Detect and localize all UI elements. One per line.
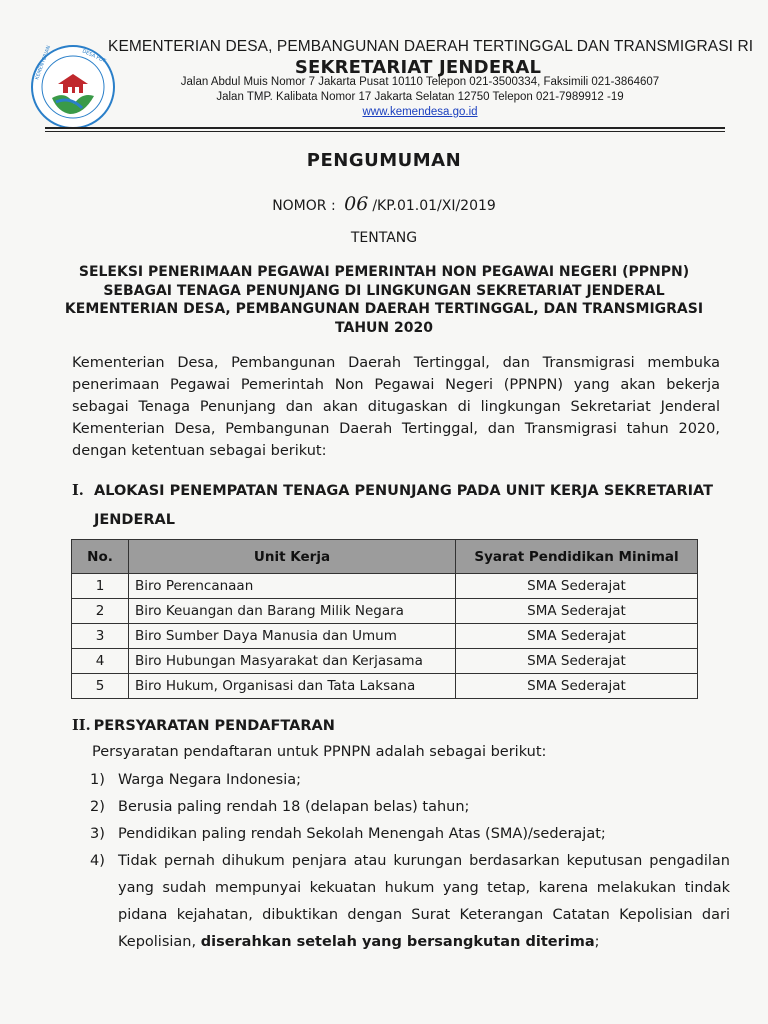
header-rule-thin	[45, 131, 725, 132]
row-unit: Biro Hubungan Masyarakat dan Kerjasama	[129, 649, 456, 674]
number-handwritten: 06	[344, 193, 369, 215]
row-no: 3	[72, 624, 129, 649]
list-item-number: 2)	[90, 799, 105, 815]
website-link[interactable]: www.kemendesa.go.id	[362, 106, 478, 118]
list-item	[90, 767, 730, 794]
row-education: SMA Sederajat	[456, 674, 698, 699]
allocation-table	[71, 539, 698, 699]
about-label: TENTANG	[350, 230, 418, 246]
list-item-text: Berusia paling rendah 18 (delapan belas) tahun;	[118, 799, 470, 815]
row-unit: Biro Keuangan dan Barang Milik Negara	[129, 599, 456, 624]
address-line-2: Jalan TMP. Kalibata Nomor 17 Jakarta Selatan 12750 Telepon 021-7989912 -19	[216, 91, 624, 103]
row-unit: Biro Perencanaan	[129, 574, 456, 599]
intro-paragraph: Kementerian Desa, Pembangunan Daerah Tertinggal, dan Transmigrasi membuka penerimaan Pegawai Pemerintah Non Pegawai Negeri (PPNPN) yang akan bekerja sebagai Tenaga Penunjang dan akan ditugaskan di lingkungan Sekretariat Jenderal Kementerian Desa, Pembangunan Daerah Tertinggal, dan Transmigrasi tahun 2020, dengan ketentuan sebagai berikut:	[72, 355, 720, 459]
list-item-number: 1)	[90, 772, 105, 788]
list-item-number: 3)	[90, 826, 105, 842]
row-education: SMA Sederajat	[456, 649, 698, 674]
section-2-heading	[72, 717, 335, 734]
list-item-end: ;	[594, 934, 600, 950]
table-row	[72, 649, 698, 674]
row-no: 2	[72, 599, 129, 624]
list-item-text-block	[118, 848, 730, 956]
unit-name: SEKRETARIAT JENDERAL	[294, 57, 542, 78]
list-item-number: 4)	[90, 853, 105, 869]
number-label: NOMOR :	[272, 198, 336, 214]
column-header-education: Syarat Pendidikan Minimal	[456, 540, 698, 574]
subject-line: TAHUN 2020	[335, 319, 433, 336]
list-item	[90, 821, 730, 848]
ministry-logo	[30, 44, 116, 130]
row-no: 1	[72, 574, 129, 599]
subject-line: SELEKSI PENERIMAAN PEGAWAI PEMERINTAH NON PEGAWAI NEGERI (PPNPN)	[78, 264, 690, 280]
row-unit: Biro Hukum, Organisasi dan Tata Laksana	[129, 674, 456, 699]
row-education: SMA Sederajat	[456, 599, 698, 624]
list-item-emphasis: diserahkan setelah yang bersangkutan diterima	[200, 934, 595, 950]
list-item-text: Warga Negara Indonesia;	[118, 772, 302, 788]
table-row	[72, 624, 698, 649]
table-row	[72, 674, 698, 699]
row-education: SMA Sederajat	[456, 574, 698, 599]
header-rule	[45, 127, 725, 129]
row-education: SMA Sederajat	[456, 624, 698, 649]
document-title: PENGUMUMAN	[306, 150, 462, 171]
number-suffix: /KP.01.01/XI/2019	[372, 198, 496, 214]
row-no: 5	[72, 674, 129, 699]
address-line-1: Jalan Abdul Muis Nomor 7 Jakarta Pusat 10110 Telepon 021-3500334, Faksimili 021-3864607	[180, 76, 660, 88]
list-item-text: Pendidikan paling rendah Sekolah Menengah Atas (SMA)/sederajat;	[118, 826, 606, 842]
subject-line: SEBAGAI TENAGA PENUNJANG DI LINGKUNGAN SEKRETARIAT JENDERAL	[103, 282, 665, 299]
table-row	[72, 599, 698, 624]
list-item	[90, 794, 730, 821]
svg-text:DESA PDT: DESA PDT	[81, 48, 107, 65]
list-item-text: Tidak pernah dihukum penjara atau kurungan berdasarkan keputusan pengadilan yang sudah mempunyai kekuatan hukum yang tetap, karena melakukan tindak pidana kejahatan, dibuktikan dengan Surat Keterangan Catatan Kepolisian dari Kepolisian,	[118, 853, 730, 950]
subject-block	[40, 263, 728, 337]
subject-line: KEMENTERIAN DESA, PEMBANGUNAN DAERAH TERTINGGAL, DAN TRANSMIGRASI	[64, 301, 704, 317]
section-1-title-line2: JENDERAL	[94, 512, 176, 528]
section-2-title: PERSYARATAN PENDAFTARAN	[93, 718, 335, 734]
section-1-title-line1: ALOKASI PENEMPATAN TENAGA PENUNJANG PADA UNIT KERJA SEKRETARIAT	[94, 483, 714, 499]
ministry-name: KEMENTERIAN DESA, PEMBANGUNAN DAERAH TERTINGGAL DAN TRANSMIGRASI RI	[108, 38, 754, 55]
column-header-no: No.	[72, 540, 129, 574]
row-unit: Biro Sumber Daya Manusia dan Umum	[129, 624, 456, 649]
list-item	[90, 848, 730, 956]
section-2-intro: Persyaratan pendaftaran untuk PPNPN adalah sebagai berikut:	[92, 744, 547, 760]
row-no: 4	[72, 649, 129, 674]
section-2-numeral: II.	[72, 717, 91, 734]
section-1-heading	[72, 476, 732, 535]
table-row	[72, 574, 698, 599]
document-number	[0, 193, 768, 215]
section-1-numeral: I.	[72, 482, 84, 499]
table-header-row	[72, 540, 698, 574]
column-header-unit: Unit Kerja	[129, 540, 456, 574]
svg-text:KEMENTERIAN: KEMENTERIAN	[34, 44, 53, 81]
